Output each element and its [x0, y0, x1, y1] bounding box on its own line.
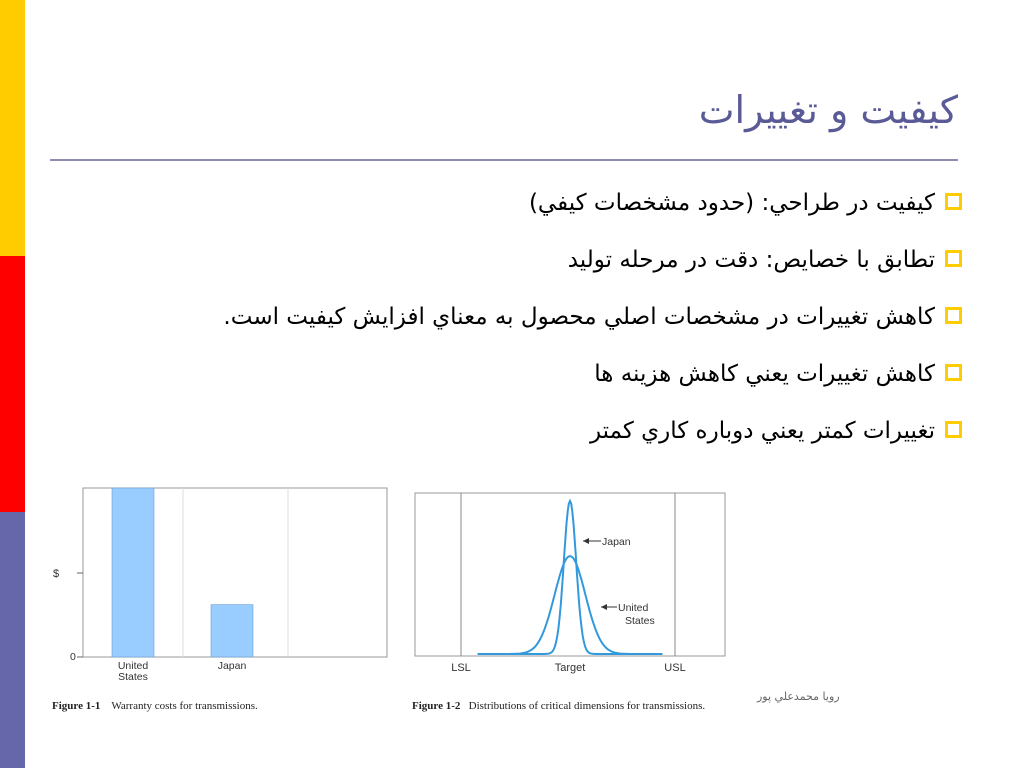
- bullet-text: تغييرات كمتر يعني دوباره كاري كمتر: [589, 418, 935, 444]
- square-bullet-icon: [945, 421, 962, 438]
- y-tick-label-zero: 0: [70, 651, 76, 663]
- bullet-text: تطابق با خصايص: دقت در مرحله توليد: [567, 247, 935, 273]
- figure-1-caption: [52, 699, 258, 713]
- x-tick-label: Target: [554, 662, 586, 674]
- bullet-text: كاهش تغييرات يعني كاهش هزينه ها: [594, 361, 935, 387]
- figure-2-caption-text: Distributions of critical dimensions for transmissions.: [468, 700, 706, 712]
- figure-2-caption: [412, 699, 730, 713]
- square-bullet-icon: [945, 193, 962, 210]
- y-tick-label-dollar: $: [53, 568, 60, 580]
- slide-title: كيفيت و تغييرات: [698, 88, 958, 132]
- bar-united-states: [112, 488, 154, 657]
- bullet-list: [62, 188, 962, 473]
- distribution-curve-chart: [405, 485, 735, 695]
- annotation-japan: Japan: [602, 536, 631, 548]
- bullet-text: كاهش تغييرات در مشخصات اصلي محصول به معناي افزايش كيفيت است.: [223, 304, 935, 330]
- bullet-item: [62, 188, 962, 219]
- x-tick-label: United: [117, 660, 149, 672]
- square-bullet-icon: [945, 364, 962, 381]
- x-tick-label: Japan: [217, 660, 247, 672]
- warranty-cost-bar-chart: [40, 480, 400, 695]
- accent-bar-red: [0, 256, 25, 512]
- x-tick-label: LSL: [451, 662, 471, 674]
- title-divider: [50, 159, 958, 161]
- bullet-item: [62, 359, 962, 390]
- bar-japan: [211, 605, 253, 657]
- bullet-item: [62, 416, 962, 447]
- figure-2-label: Figure 1-2: [412, 700, 461, 712]
- x-tick-label: USL: [664, 662, 686, 674]
- bullet-text: كيفيت در طراحي: (حدود مشخصات كيفي): [528, 190, 935, 216]
- accent-bar-yellow: [0, 0, 25, 256]
- x-tick-label: States: [118, 671, 148, 683]
- author-credit: رويا محمدعلي پور: [757, 690, 840, 703]
- annotation-states: States: [625, 615, 655, 627]
- square-bullet-icon: [945, 250, 962, 267]
- bullet-item: [62, 245, 962, 276]
- figure-1-caption-text: Warranty costs for transmissions.: [111, 700, 258, 712]
- square-bullet-icon: [945, 307, 962, 324]
- accent-bar-blue: [0, 512, 25, 768]
- annotation-united: United: [618, 602, 649, 614]
- bullet-item: [62, 302, 962, 333]
- figure-1-label: Figure 1-1: [52, 700, 101, 712]
